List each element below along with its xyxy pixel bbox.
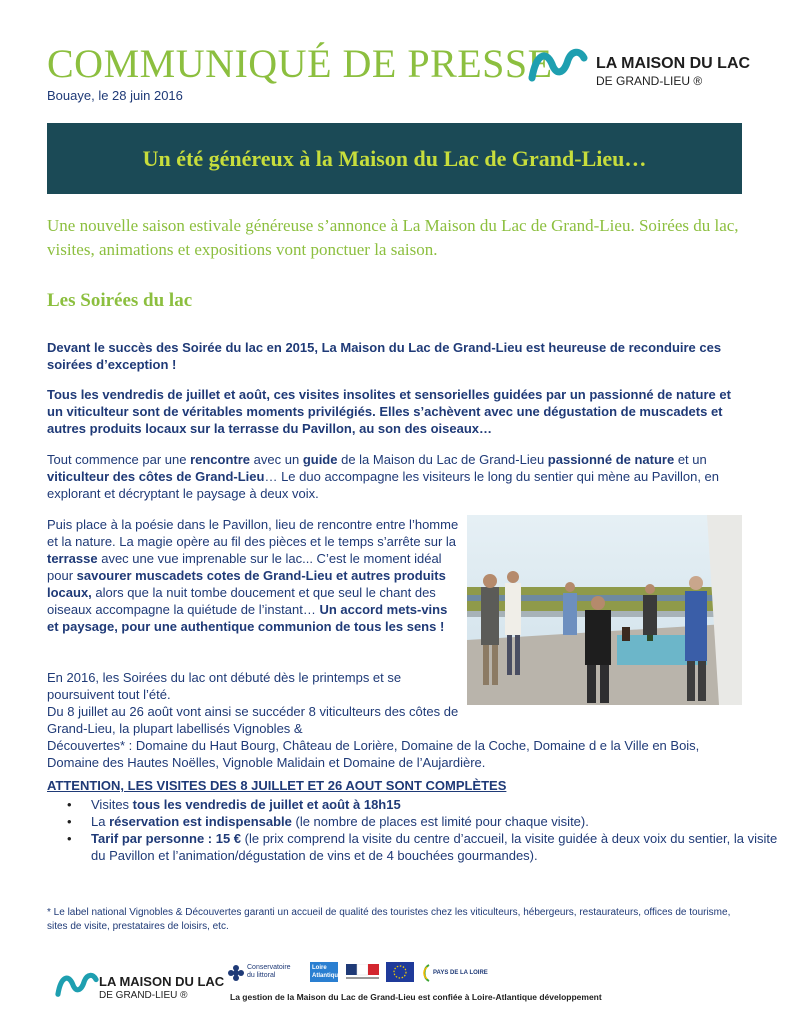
- conservatoire-logo-text: [247, 964, 291, 980]
- info-list: [47, 796, 791, 864]
- intro-paragraph: Une nouvelle saison estivale généreuse s’annonce à La Maison du Lac de Grand-Lieu. Soirées du lac, visites, animations et expositions vont ponctuer la saison.: [47, 216, 739, 259]
- partner-logos: [228, 962, 488, 986]
- p4-text-2: avec une vue imprenable sur le lac... C’est le moment idéal pour: [47, 551, 442, 583]
- paragraph-3: [47, 451, 747, 502]
- p3-bold-2: guide: [302, 452, 338, 467]
- paragraph-2: Tous les vendredis de juillet et août, ces visites insolites et sensorielles guidées par un passionné de nature et un viticulteur sont de véritables moments privilégiés. Elles s’achèvent avec une dégustation de muscadets et autres produits locaux sur la terrasse du Pavillon, au son des oiseaux…: [47, 387, 731, 436]
- list-text: Visites: [91, 797, 133, 812]
- p3-text-5: … Le duo accompagne les visiteurs le long du sentier qui mène au Pavillon, en explorant et décryptant le paysage à deux voix.: [47, 469, 720, 501]
- list-bold: Tarif par personne : 15 €: [91, 831, 242, 846]
- paragraph-6b: Découvertes* : Domaine du Haut Bourg, Château de Lorière, Domaine de la Coche, Domaine d e la Ville en Bois, Domaine des Hautes Noëlles, Vignoble Malidain et Domaine de l’Aujardière.: [47, 738, 700, 770]
- list-bold: tous les vendredis de juillet et août à 18h15: [132, 797, 401, 812]
- logo-wave-icon: [55, 970, 99, 998]
- logo-maison-du-lac: [528, 46, 751, 94]
- footer-logo: [55, 968, 235, 1008]
- p4-bold-3: Un accord mets-vins et paysage, pour une authentique communion de tous les sens !: [47, 602, 448, 634]
- logo-wave-icon: [528, 46, 588, 82]
- p3-text-3: de la Maison du Lac de Grand-Lieu: [337, 452, 548, 467]
- page-title: COMMUNIQUÉ DE PRESSE: [47, 41, 553, 86]
- p3-bold-4: viticulteur des côtes de Grand-Lieu: [47, 469, 265, 484]
- headline-text: Un été généreux à la Maison du Lac de Grand-Lieu…: [142, 145, 647, 171]
- headline-banner: [47, 123, 742, 194]
- paragraph-1: Devant le succès des Soirée du lac en 2015, La Maison du Lac de Grand-Lieu est heureuse de reconduire ces soirées d’exception !: [47, 340, 722, 372]
- p3-text-1: Tout commence par une: [47, 452, 191, 467]
- logo-name-line2: DE GRAND-LIEU ®: [596, 74, 703, 88]
- p3-text-4: et un: [674, 452, 707, 467]
- paragraph-6a: Du 8 juillet au 26 août vont ainsi se succéder 8 viticulteurs des côtes de Grand-Lieu, la plupart labellisés Vignobles &: [47, 704, 459, 736]
- list-item: [91, 796, 791, 813]
- list-item: [91, 813, 791, 830]
- eu-flag-icon: [386, 962, 414, 982]
- footnote: * Le label national Vignobles & Découvertes garanti un accueil de qualité des touristes chez les viticulteurs, hébergeurs, restaurateurs, offices de tourisme, sites de visite, prestataires de loisirs, etc.: [47, 907, 731, 932]
- footer-logo-line1: LA MAISON DU LAC: [99, 974, 225, 989]
- logo-name-line1: LA MAISON DU LAC: [596, 55, 751, 72]
- conservatoire-flower-icon: [228, 965, 244, 981]
- list-bold: réservation est indispensable: [109, 814, 292, 829]
- paragraph-4: [47, 516, 462, 635]
- paragraph-5: En 2016, les Soirées du lac ont débuté dès le printemps et se poursuivent tout l’été.: [47, 670, 402, 702]
- footer-logo-line2: DE GRAND-LIEU ®: [99, 990, 188, 1001]
- p4-bold-1: terrasse: [47, 551, 98, 566]
- loire-atlantique-logo: [310, 962, 342, 982]
- conservatoire-line1: Conservatoire: [247, 964, 291, 971]
- region-leaf-icon: [421, 964, 431, 982]
- conservatoire-line2: du littoral: [247, 972, 276, 979]
- region-logo-text: PAYS DE LA LOIRE: [433, 970, 488, 976]
- p4-text-3: alors que la nuit tombe doucement et que seul le chant des oiseaux accompagne la quiétude de l’instant…: [47, 585, 436, 617]
- republique-francaise-logo: [346, 964, 380, 982]
- list-text: (le prix comprend la visite du centre d’accueil, la visite guidée à deux voix du sentier, la visite du Pavillon et l’animation/dégustation de vins et de 4 bouchées gourmandes).: [91, 831, 778, 863]
- photo-terrace-tasting: [467, 515, 742, 705]
- loire-line2: Atlantique: [312, 973, 342, 979]
- press-date: Bouaye, le 28 juin 2016: [47, 88, 183, 103]
- p4-text-1: Puis place à la poésie dans le Pavillon, lieu de rencontre entre l’homme et la nature. La magie opère au fil des pièces et le temps s’arrête sur la: [47, 517, 459, 549]
- p3-bold-1: rencontre: [190, 452, 251, 467]
- p4-bold-2: savourer muscadets cotes de Grand-Lieu et autres produits locaux,: [47, 568, 446, 600]
- list-item: [91, 830, 791, 864]
- management-note: La gestion de la Maison du Lac de Grand-Lieu est confiée à Loire-Atlantique développement: [230, 992, 602, 1002]
- list-text: La: [91, 814, 110, 829]
- p3-text-2: avec un: [250, 452, 303, 467]
- photo-illustration: [467, 515, 742, 705]
- loire-line1: Loire: [312, 965, 327, 971]
- list-text: (le nombre de places est limité pour chaque visite).: [291, 814, 589, 829]
- attention-notice: ATTENTION, LES VISITES DES 8 JUILLET ET 26 AOUT SONT COMPLÈTES: [47, 778, 507, 793]
- section-title: Les Soirées du lac: [47, 290, 193, 311]
- p3-bold-3: passionné de nature: [547, 452, 675, 467]
